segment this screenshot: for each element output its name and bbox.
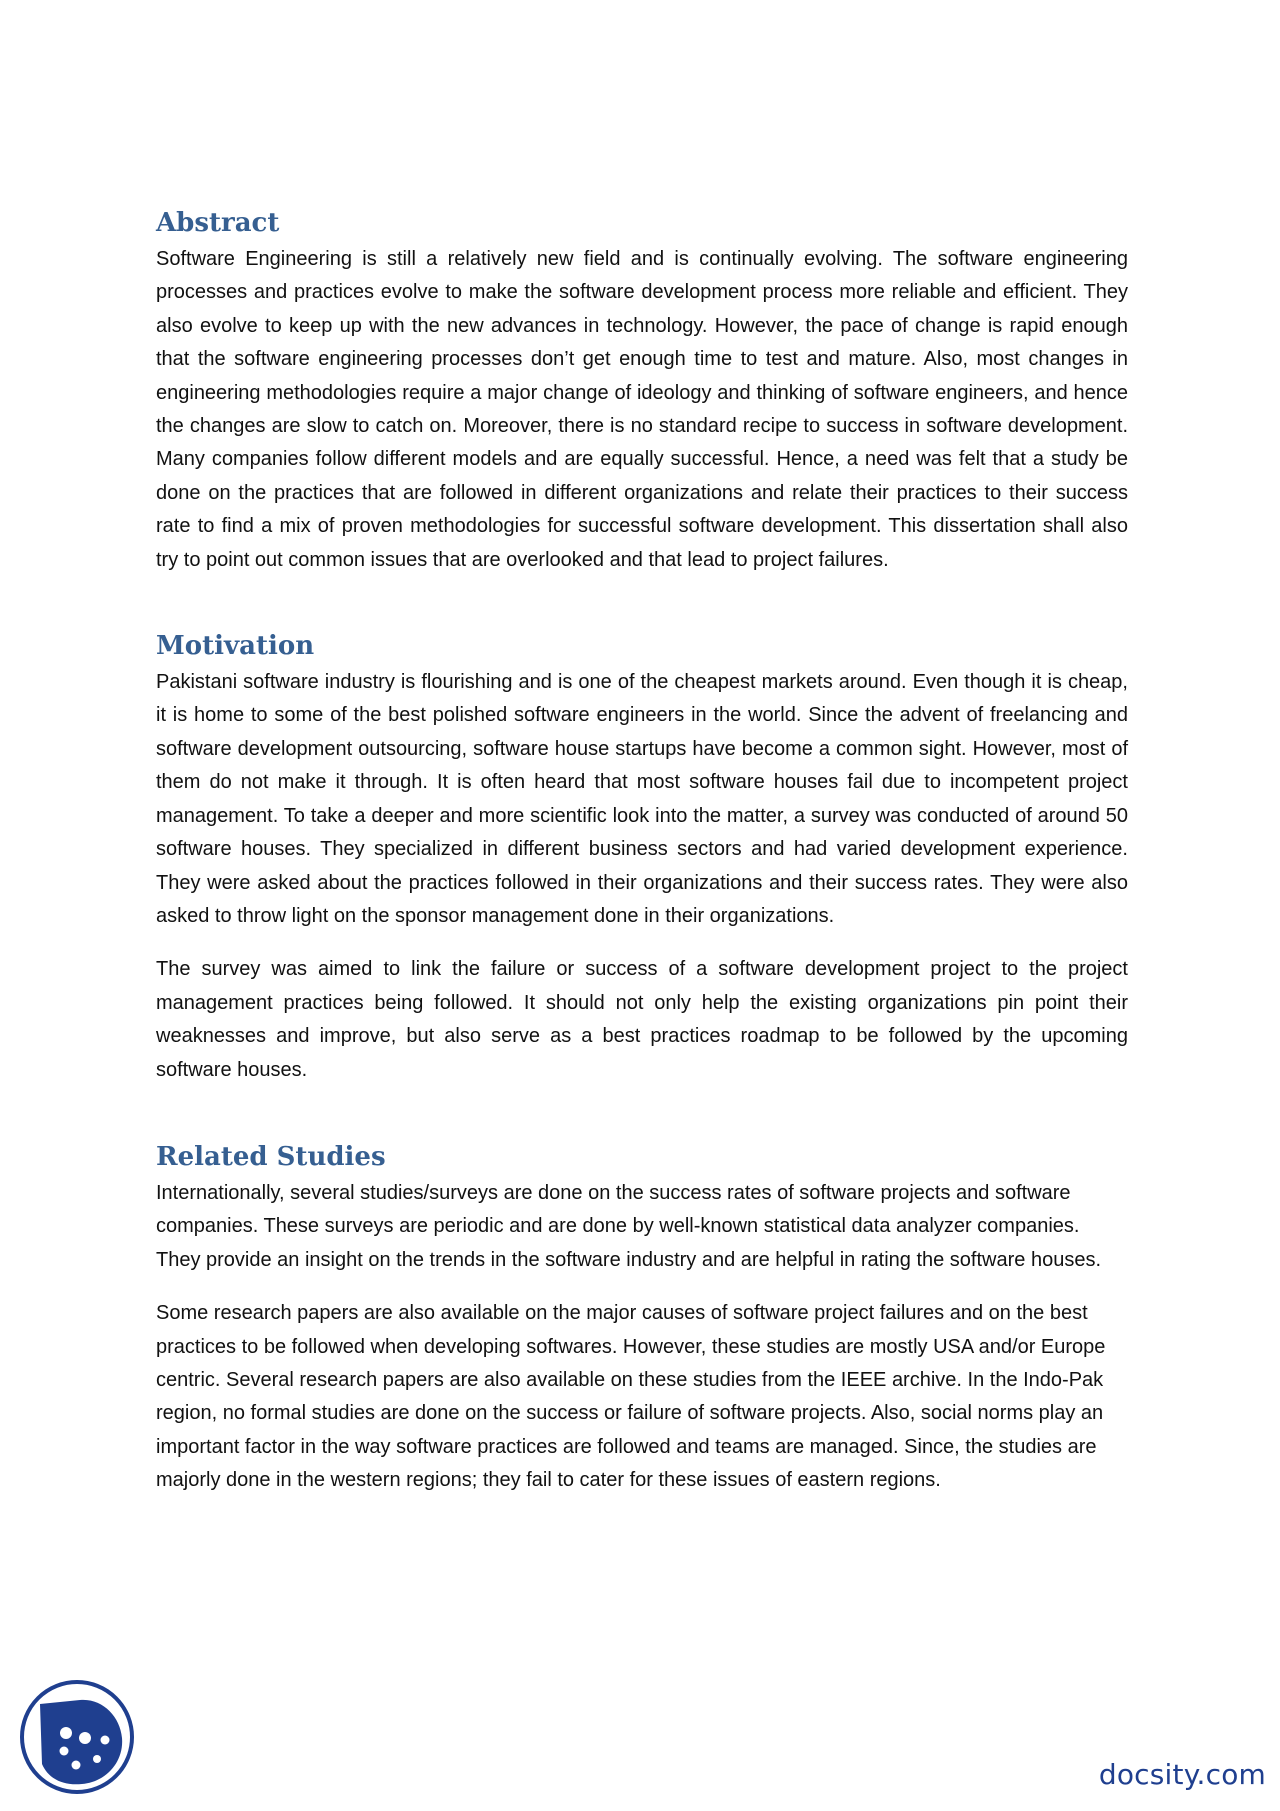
related-studies-paragraph-2: Some research papers are also available on the major causes of software project failures and on the best practices to be followed when developing softwares. However, these studies are mostly USA and/or Europe centric. Several research papers are also available on these studies from the IEEE archive. In the Indo-Pak region, no formal studies are done on the success or failure of software projects. Also, social norms play an important factor in the way software practices are followed and teams are managed. Since, the studies are majorly done in the western regions; they fail to cater for these issues of eastern regions. [156,1302,1106,1492]
motivation-paragraph-2: The survey was aimed to link the failure or success of a software development project to the project management practices being followed. It should not only help the existing organizations pin point their weaknesses and improve, but also serve as a best practices roadmap to be followed by the upcoming software houses. [156,958,1128,1081]
docsity-logo-icon [18,1678,136,1796]
motivation-section [156,628,1128,1087]
related-studies-heading: Related Studies [156,1141,386,1172]
abstract-section [156,205,1128,577]
related-studies-section [156,1139,1128,1498]
related-studies-paragraph-1: Internationally, several studies/surveys are done on the success rates of software projects and software companies. These surveys are periodic and are done by well-known statistical data analyzer companies. They provide an insight on the trends in the software industry and are helpful in rating the software houses. [156,1181,1101,1271]
motivation-heading: Motivation [156,631,315,662]
document-page [156,205,1128,1498]
docsity-brand-link[interactable]: docsity.com [1098,1758,1266,1791]
abstract-paragraph: Software Engineering is still a relatively new field and is continually evolving. The software engineering processes and practices evolve to make the software development process more reliable and efficient. They also evolve to keep up with the new advances in technology. However, the pace of change is rapid enough that the software engineering processes don’t get enough time to test and mature. Also, most changes in engineering methodologies require a major change of ideology and thinking of software engineers, and hence the changes are slow to catch on. Moreover, there is no standard recipe to success in software development. Many companies follow different models and are equally successful. Hence, a need was felt that a study be done on the practices that are followed in different organizations and relate their practices to their success rate to find a mix of proven methodologies for successful software development. This dissertation shall also try to point out common issues that are overlooked and that lead to project failures. [156,248,1128,571]
motivation-paragraph-1: Pakistani software industry is flourishing and is one of the cheapest markets around. Even though it is cheap, it is home to some of the best polished software engineers in the world. Since the advent of freelancing and software development outsourcing, software house startups have become a common sight. However, most of them do not make it through. It is often heard that most software houses fail due to incompetent project management. To take a deeper and more scientific look into the matter, a survey was conducted of around 50 software houses. They specialized in different business sectors and had varied development experience. They were asked about the practices followed in their organizations and their success rates. They were also asked to throw light on the sponsor management done in their organizations. [156,671,1128,927]
abstract-heading: Abstract [156,208,280,238]
